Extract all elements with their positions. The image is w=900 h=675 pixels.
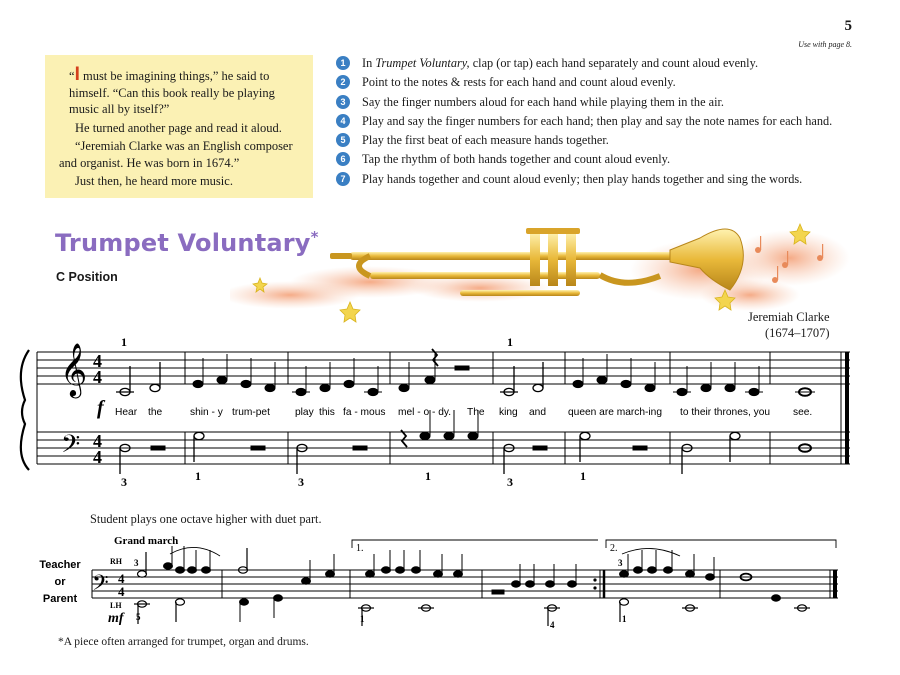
duet-instruction: Student plays one octave higher with duet part. [90,512,322,526]
instruction-item: 2 Point to the notes & rests for each hand and count aloud evenly. [336,75,856,90]
treble-staff [37,352,850,384]
story-paragraph-4: Just then, he heard more music. [75,174,233,188]
svg-text:1: 1 [622,614,627,624]
svg-text:the: the [148,407,163,418]
svg-text:3: 3 [121,475,127,489]
svg-text:4: 4 [93,367,102,387]
svg-text:Hear: Hear [115,407,138,418]
player-label [39,559,81,605]
svg-text:see.: see. [793,407,813,418]
svg-text:RH: RH [110,557,122,566]
instruction-list [336,56,856,191]
svg-text:1: 1 [425,469,431,483]
svg-text:Teacher: Teacher [39,559,81,571]
first-ending: 1. [356,543,364,554]
piece-title: Trumpet Voluntary* [55,228,319,257]
use-with-note: Use with page 8. [798,40,852,49]
lyrics [115,407,812,418]
story-box [45,55,313,198]
duet-time-signature [118,571,125,599]
duet-score [30,530,845,630]
instruction-item: 4 Play and say the finger numbers for each hand; then play and say the note names for each hand. [336,114,856,129]
footnote: *A piece often arranged for trumpet, organ and drums. [58,636,309,648]
second-ending: 2. [610,543,618,554]
svg-text:1: 1 [195,469,201,483]
svg-text:4: 4 [550,620,555,630]
main-score [15,330,865,495]
svg-text:4: 4 [93,431,102,451]
svg-text:shin - y: shin - y [190,407,223,418]
svg-text:4: 4 [93,351,102,371]
svg-text:to their thrones, you: to their thrones, you [680,407,771,418]
svg-text:LH: LH [110,601,122,610]
final-barline [845,352,849,464]
drop-cap: I [74,64,80,85]
page-number: 5 [844,18,852,34]
svg-text:3: 3 [134,558,139,568]
svg-text:4: 4 [93,447,102,467]
svg-text:king: king [499,407,518,418]
svg-text:1: 1 [121,335,127,349]
instruction-item: 3 Say the finger numbers aloud for each hand while playing them in the air. [336,95,856,110]
duet-staff [92,570,838,598]
duet-upper-notes [138,546,752,587]
story-paragraph-1: “I must be imagining things,” he said to himself. “Can this book really be playing music all by itself?” [69,64,275,116]
svg-text:and: and [529,407,546,418]
tempo-marking: Grand march [114,535,179,547]
svg-text:fa - mous: fa - mous [343,407,386,418]
bass-clef-icon: 𝄢 [61,430,81,465]
svg-text:queen are march-ing: queen are march-ing [568,407,663,418]
svg-text:5: 5 [136,612,141,622]
bass-clef-icon: 𝄢 [92,571,109,601]
hand-position: C Position [56,270,118,284]
grand-staff-brace [21,350,29,470]
volta-brackets [352,540,836,548]
svg-text:1: 1 [580,469,586,483]
svg-text:trum-pet: trum-pet [232,407,270,418]
svg-text:this: this [319,407,335,418]
instruction-item: 7 Play hands together and count aloud evenly; then play hands together and sing the words. [336,172,856,187]
story-paragraph-2: He turned another page and read it aloud. [75,120,282,135]
instruction-item: 1 In Trumpet Voluntary, clap (or tap) each hand separately and count aloud evenly. [336,56,856,71]
svg-text:1: 1 [360,614,365,624]
svg-text:3: 3 [507,475,513,489]
svg-text:The: The [467,407,485,418]
instruction-item: 6 Tap the rhythm of both hands together and count aloud evenly. [336,152,856,167]
treble-clef-icon: 𝄞 [60,342,88,396]
svg-text:3: 3 [618,558,623,568]
svg-text:4: 4 [118,571,125,586]
svg-text:or: or [54,576,66,588]
dynamic-marking: mf [108,611,124,626]
quarter-rest [432,349,438,366]
svg-text:play: play [295,407,314,418]
duet-lower-notes [134,590,810,626]
svg-text:3: 3 [298,475,304,489]
dynamic-marking: f [97,397,104,419]
svg-text:1: 1 [507,335,513,349]
svg-text:Parent: Parent [42,593,78,605]
svg-text:4: 4 [118,584,125,599]
composer-credit: Jeremiah Clarke (1674–1707) [748,310,830,340]
story-paragraph-3: “Jeremiah Clarke was an English composer and organist. He was born in 1674.” [59,139,293,170]
instruction-item: 5 Play the first beat of each measure hands together. [336,133,856,148]
trumpet-illustration [230,210,855,330]
svg-text:mel - o - dy.: mel - o - dy. [398,407,452,418]
